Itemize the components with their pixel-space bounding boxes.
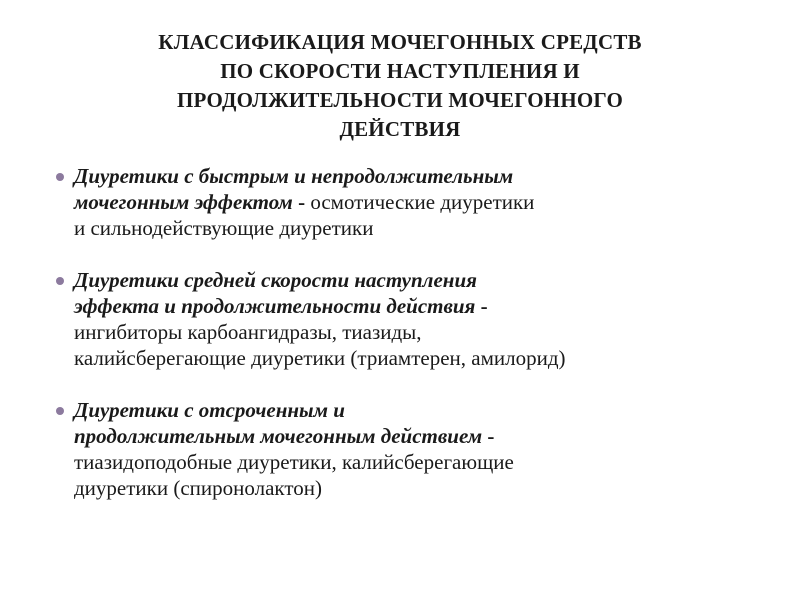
item-description: калийсберегающие диуретики (триамтерен, амилорид) xyxy=(74,346,566,370)
item-separator: - xyxy=(292,190,311,214)
item-line xyxy=(74,319,750,345)
item-term: эффекта и продолжительности действия xyxy=(74,294,476,318)
list-item xyxy=(50,163,750,241)
item-term: Диуретики с быстрым и непродолжительным xyxy=(74,164,514,188)
bullet-icon xyxy=(56,277,64,285)
item-term: продолжительным мочегонным действием xyxy=(74,424,483,448)
item-description: ингибиторы карбоангидразы, тиазиды, xyxy=(74,320,422,344)
item-term: Диуретики с отсроченным и xyxy=(74,398,345,422)
bullet-icon xyxy=(56,407,64,415)
item-line xyxy=(74,189,750,215)
item-separator: - xyxy=(475,294,488,318)
list-item xyxy=(50,397,750,501)
item-term: Диуретики средней скорости наступления xyxy=(74,268,477,292)
item-line xyxy=(74,267,750,293)
item-line xyxy=(74,215,750,241)
title-line: ПРОДОЛЖИТЕЛЬНОСТИ МОЧЕГОННОГО xyxy=(177,88,623,112)
item-description: и сильнодействующие диуретики xyxy=(74,216,374,240)
item-description: тиазидоподобные диуретики, калийсберегающие xyxy=(74,450,514,474)
item-line xyxy=(74,397,750,423)
title-line: КЛАССИФИКАЦИЯ МОЧЕГОННЫХ СРЕДСТВ xyxy=(158,30,642,54)
diuretic-classification-list xyxy=(50,163,750,527)
title-line: ДЕЙСТВИЯ xyxy=(339,117,461,141)
item-line xyxy=(74,423,750,449)
item-line xyxy=(74,475,750,501)
slide-title xyxy=(60,28,740,144)
item-line xyxy=(74,293,750,319)
item-description: осмотические диуретики xyxy=(310,190,535,214)
item-term: мочегонным эффектом xyxy=(74,190,293,214)
list-item xyxy=(50,267,750,371)
item-line xyxy=(74,345,750,371)
item-description: диуретики (спиронолактон) xyxy=(74,476,322,500)
item-line xyxy=(74,163,750,189)
item-separator: - xyxy=(482,424,495,448)
title-line: ПО СКОРОСТИ НАСТУПЛЕНИЯ И xyxy=(220,59,580,83)
bullet-icon xyxy=(56,173,64,181)
item-line xyxy=(74,449,750,475)
